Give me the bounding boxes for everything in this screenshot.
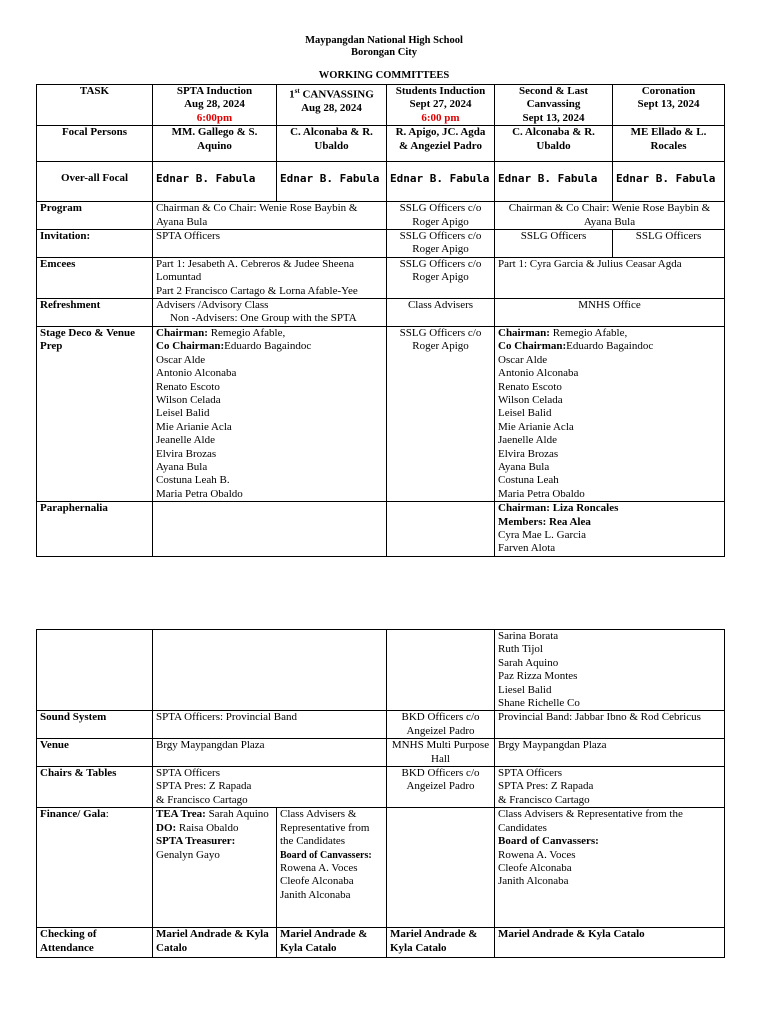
spta-induction-header: SPTA Induction Aug 28, 2024 6:00pm — [153, 85, 277, 126]
invitation-cell: SSLG Officers — [613, 230, 725, 258]
chairs-cell: BKD Officers c/o Angeizel Padro — [387, 767, 495, 808]
focal-cell: C. Alconaba & R. Ubaldo — [495, 126, 613, 162]
attendance-cell: Mariel Andrade & Kyla Catalo — [495, 928, 725, 958]
member-name: Liesel Balid — [498, 683, 552, 696]
member-name: Antonio Alconaba — [156, 367, 237, 380]
attendance-cell: Mariel Andrade & Kyla Catalo — [153, 928, 277, 958]
stage-deco-row — [37, 326, 725, 501]
member-name: Ayana Bula — [156, 460, 208, 473]
invitation-row — [37, 230, 725, 258]
program-cell: Chairman & Co Chair: Wenie Rose Baybin & Ayana Bula — [495, 202, 725, 230]
paraphernalia-row — [37, 502, 725, 557]
overall-focal-row — [37, 162, 725, 202]
sound-cell: Provincial Band: Jabbar Ibno & Rod Cebricus — [495, 711, 725, 739]
finance-cell: TEA Trea: Sarah Aquino DO: Raisa Obaldo SPTA Treasurer: Genalyn Gayo — [153, 808, 277, 928]
row-label: Checking of Attendance — [37, 928, 153, 958]
member-name: Mie Arianie Acla — [498, 420, 574, 433]
member-name: Cyra Mae L. Garcia — [498, 528, 586, 541]
task-header: TASK — [37, 85, 153, 126]
table-header-row — [37, 85, 725, 126]
venue-cell: Brgy Maypangdan Plaza — [153, 739, 387, 767]
venue-row — [37, 739, 725, 767]
empty-cell — [153, 502, 387, 557]
overall-cell: Ednar B. Fabula — [495, 162, 613, 202]
venue-cell: Brgy Maypangdan Plaza — [495, 739, 725, 767]
member-name: Shane Richelle Co — [498, 697, 580, 710]
row-label: Program — [37, 202, 153, 230]
paraphernalia-members — [498, 630, 721, 710]
coronation-header: Coronation Sept 13, 2024 — [613, 85, 725, 126]
member-name: Costuna Leah B. — [156, 474, 230, 487]
program-row — [37, 202, 725, 230]
emcees-row — [37, 257, 725, 298]
row-label: Venue — [37, 739, 153, 767]
invitation-cell: SSLG Officers c/o Roger Apigo — [387, 230, 495, 258]
program-cell: SSLG Officers c/o Roger Apigo — [387, 202, 495, 230]
sound-cell: BKD Officers c/o Angeizel Padro — [387, 711, 495, 739]
stage-deco-cell: Chairman: Remegio Afable, Co Chairman:Eduardo Bagaindoc Oscar Alde Antonio Alconaba Renato Escoto Wilson Celada Leisel Balid Mie Arianie Acla Jeanelle Alde Elvira Brozas Ayana Bula Costuna Leah B. Maria Petra Obaldo — [153, 326, 387, 501]
empty-cell — [153, 630, 387, 711]
first-canvassing-header: 1st CANVASSING Aug 28, 2024 — [277, 85, 387, 126]
member-name: Farven Alota — [498, 542, 556, 555]
focal-persons-row — [37, 126, 725, 162]
member-name: Mie Arianie Acla — [156, 420, 232, 433]
chairs-tables-row — [37, 767, 725, 808]
school-name: Maypangdan National High School — [305, 35, 463, 46]
focal-cell: C. Alconaba & R. Ubaldo — [277, 126, 387, 162]
refreshment-cell: Class Advisers — [387, 299, 495, 327]
refreshment-row — [37, 299, 725, 327]
committee-table-part1 — [36, 84, 725, 557]
overall-cell: Ednar B. Fabula — [153, 162, 277, 202]
focal-cell: MM. Gallego & S. Aquino — [153, 126, 277, 162]
finance-cell: Class Advisers & Representative from the Candidates Board of Canvassers: Rowena A. Voces Cleofe Alconaba Janith Alconaba — [277, 808, 387, 928]
member-name: Leisel Balid — [156, 407, 210, 420]
paraphernalia-cell — [495, 630, 725, 711]
refreshment-cell: MNHS Office — [495, 299, 725, 327]
paraphernalia-members — [498, 529, 721, 556]
member-name: Renato Escoto — [156, 380, 220, 393]
row-label: Focal Persons — [37, 126, 153, 162]
stage-deco-cell: SSLG Officers c/o Roger Apigo — [387, 326, 495, 501]
row-label: Emcees — [37, 257, 153, 298]
member-name: Leisel Balid — [498, 407, 552, 420]
attendance-cell: Mariel Andrade & Kyla Catalo — [387, 928, 495, 958]
school-city: Borongan City — [350, 47, 418, 58]
empty-cell — [387, 630, 495, 711]
focal-cell: ME Ellado & L. Rocales — [613, 126, 725, 162]
row-label: Invitation: — [37, 230, 153, 258]
program-cell: Chairman & Co Chair: Wenie Rose Baybin & Ayana Bula — [153, 202, 387, 230]
committee-table-part2 — [36, 629, 725, 958]
sound-system-row — [37, 711, 725, 739]
member-name: Wilson Celada — [498, 393, 563, 406]
member-name: Renato Escoto — [498, 380, 562, 393]
member-name: Oscar Alde — [156, 353, 206, 366]
paraphernalia-continued-row — [37, 630, 725, 711]
refreshment-cell: Advisers /Advisory Class Non -Advisers: One Group with the SPTA — [153, 299, 387, 327]
member-name: Elvira Brozas — [498, 447, 559, 460]
member-name: Maria Petra Obaldo — [498, 487, 585, 500]
member-name: Jeanelle Alde — [156, 434, 215, 447]
document-title: WORKING COMMITTEES — [318, 70, 450, 81]
member-name: Wilson Celada — [156, 393, 221, 406]
row-label: Finance/ Gala: — [37, 808, 153, 928]
finance-row — [37, 808, 725, 928]
member-name: Sarina Borata — [498, 630, 559, 642]
sound-cell: SPTA Officers: Provincial Band — [153, 711, 387, 739]
row-label: Chairs & Tables — [37, 767, 153, 808]
chairs-cell: SPTA Officers SPTA Pres: Z Rapada & Francisco Cartago — [153, 767, 387, 808]
row-label: Over-all Focal — [37, 162, 153, 202]
row-label: Paraphernalia — [37, 502, 153, 557]
member-name: Sarah Aquino — [498, 656, 559, 669]
emcees-cell: SSLG Officers c/o Roger Apigo — [387, 257, 495, 298]
empty-cell — [387, 808, 495, 928]
member-name: Elvira Brozas — [156, 447, 217, 460]
row-label: Sound System — [37, 711, 153, 739]
emcees-cell: Part 1: Cyra Garcia & Julius Ceasar Agda — [495, 257, 725, 298]
member-name: Jaenelle Alde — [498, 434, 557, 447]
paraphernalia-cell: Chairman: Liza Roncales Members: Rea Alea Cyra Mae L. Garcia Farven Alota — [495, 502, 725, 557]
stage-deco-cell: Chairman: Remegio Afable, Co Chairman:Eduardo Bagaindoc Oscar Alde Antonio Alconaba Renato Escoto Wilson Celada Leisel Balid Mie Arianie Acla Jaenelle Alde Elvira Brozas Ayana Bula Costuna Leah Maria Petra Obaldo — [495, 326, 725, 501]
member-name: Costuna Leah — [498, 474, 559, 487]
overall-cell: Ednar B. Fabula — [613, 162, 725, 202]
member-name: Ruth Tijol — [498, 643, 543, 656]
venue-cell: MNHS Multi Purpose Hall — [387, 739, 495, 767]
row-label: Stage Deco & Venue Prep — [37, 326, 153, 501]
member-name: Oscar Alde — [498, 353, 548, 366]
invitation-cell: SSLG Officers — [495, 230, 613, 258]
attendance-row — [37, 928, 725, 958]
attendance-cell: Mariel Andrade & Kyla Catalo — [277, 928, 387, 958]
member-name: Maria Petra Obaldo — [156, 487, 243, 500]
focal-cell: R. Apigo, JC. Agda & Angeziel Padro — [387, 126, 495, 162]
member-name: Ayana Bula — [498, 460, 550, 473]
chairs-cell: SPTA Officers SPTA Pres: Z Rapada & Francisco Cartago — [495, 767, 725, 808]
member-name: Antonio Alconaba — [498, 367, 579, 380]
stage-deco-members — [156, 354, 383, 501]
stage-deco-members — [498, 354, 721, 501]
row-label: Refreshment — [37, 299, 153, 327]
overall-cell: Ednar B. Fabula — [277, 162, 387, 202]
emcees-cell: Part 1: Jesabeth A. Cebreros & Judee Sheena Lomuntad Part 2 Francisco Cartago & Lorna Afable-Yee — [153, 257, 387, 298]
finance-cell: Class Advisers & Representative from the Candidates Board of Canvassers: Rowena A. Voces Cleofe Alconaba Janith Alconaba — [495, 808, 725, 928]
students-induction-header: Students Induction Sept 27, 2024 6:00 pm — [387, 85, 495, 126]
second-canvassing-header: Second & Last Canvassing Sept 13, 2024 — [495, 85, 613, 126]
invitation-cell: SPTA Officers — [153, 230, 387, 258]
member-name: Paz Rizza Montes — [498, 670, 578, 683]
overall-cell: Ednar B. Fabula — [387, 162, 495, 202]
empty-cell — [37, 630, 153, 711]
empty-cell — [387, 502, 495, 557]
